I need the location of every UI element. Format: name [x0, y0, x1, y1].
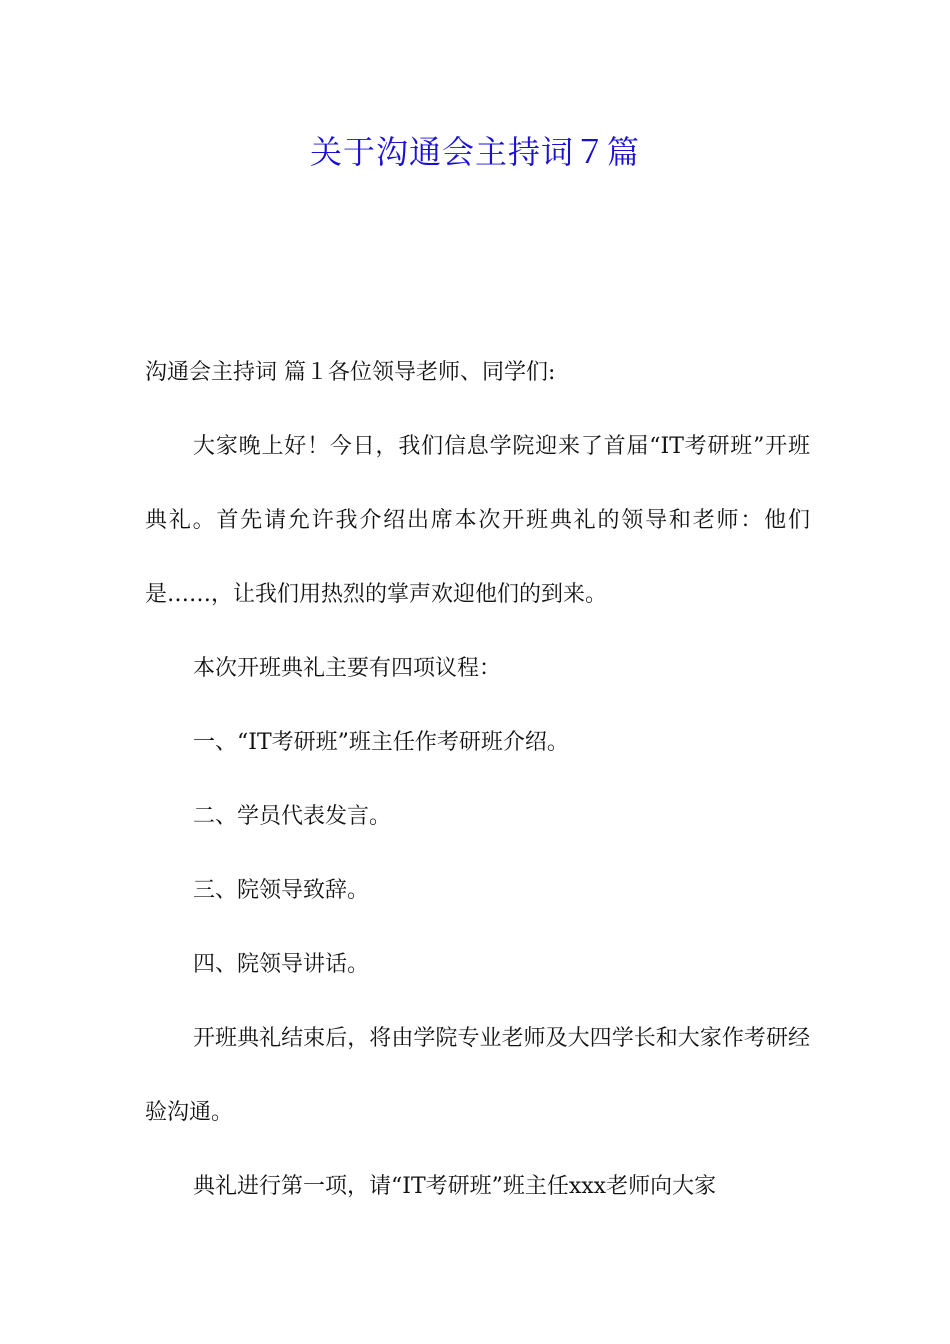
- agenda-item-3: 三、院领导致辞。: [193, 878, 370, 903]
- paragraph-intro: 沟通会主持词 篇１各位领导老师、同学们:: [145, 360, 556, 385]
- paragraph-after-ceremony: 开班典礼结束后，将由学院专业老师及大四学长和大家作考研经验沟通。: [145, 1026, 810, 1125]
- paragraph-agenda-intro: 本次开班典礼主要有四项议程：: [193, 656, 502, 681]
- agenda-item-2: 二、学员代表发言。: [193, 804, 392, 829]
- document-body: [145, 336, 810, 1224]
- agenda-item-1: 一、“IT考研班”班主任作考研班介绍。: [193, 730, 569, 755]
- paragraph-first-item: 典礼进行第一项，请“IT考研班”班主任xxx老师向大家: [193, 1174, 717, 1199]
- document-title: 关于沟通会主持词７篇: [309, 133, 640, 171]
- agenda-item-4: 四、院领导讲话。: [193, 952, 370, 977]
- paragraph-greeting: 大家晚上好！今日，我们信息学院迎来了首届“IT考研班”开班典礼。首先请允许我介绍出席本次开班典礼的领导和老师：他们是……，让我们用热烈的掌声欢迎他们的到来。: [145, 434, 810, 607]
